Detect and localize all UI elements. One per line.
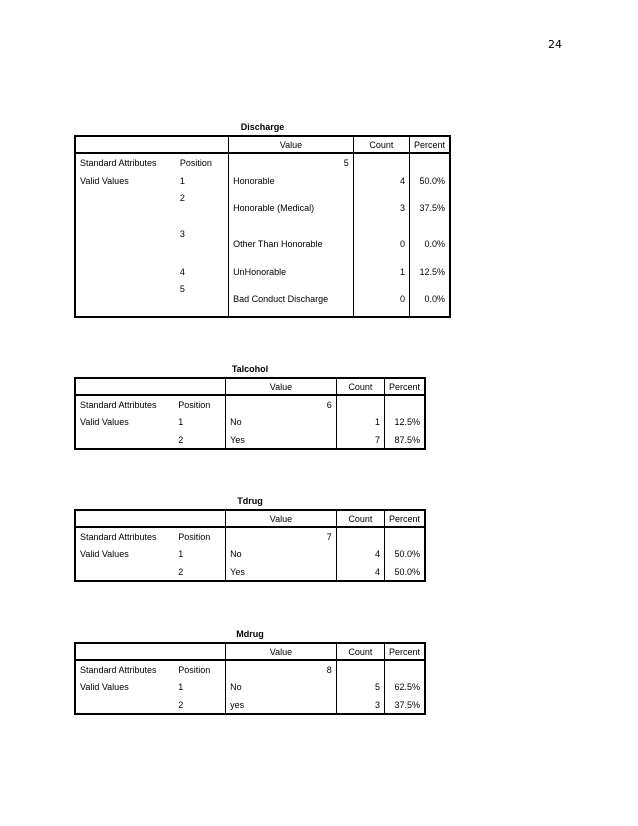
mdrug-table [74, 629, 426, 719]
row-label: Standard Attributes [75, 660, 174, 678]
row-value: Honorable (Medical) [229, 190, 354, 226]
row-value: Honorable [229, 171, 354, 190]
row-percent: 12.5% [409, 262, 450, 281]
row-count: 4 [336, 563, 384, 581]
talcohol-table [74, 364, 426, 454]
row-value: yes [226, 696, 337, 714]
row-value: Other Than Honorable [229, 226, 354, 262]
count-header: Count [336, 510, 384, 527]
row-count: 4 [353, 171, 409, 190]
table-row [75, 431, 425, 449]
row-sublabel: Position [178, 399, 211, 410]
row-label: Valid Values [75, 545, 174, 563]
table-row [75, 262, 450, 281]
row-sublabel: Position [178, 531, 211, 542]
row-label: Standard Attributes [75, 527, 174, 545]
row-code: 4 [179, 266, 185, 277]
row-count: 0 [353, 226, 409, 262]
table-title: Discharge [240, 122, 285, 132]
row-count: 1 [336, 413, 384, 431]
row-label: Standard Attributes [75, 153, 176, 171]
row-code: 3 [179, 229, 185, 239]
row-code: 1 [179, 175, 185, 186]
row-percent: 12.5% [384, 413, 425, 431]
percent-header: Percent [384, 378, 425, 395]
position-value: 8 [226, 660, 337, 678]
row-value: No [226, 413, 337, 431]
position-value: 7 [226, 527, 337, 545]
value-header: Value [229, 136, 354, 153]
table-row [75, 171, 450, 190]
table-row [75, 527, 425, 545]
row-code: 2 [174, 696, 225, 714]
table-row [75, 696, 425, 714]
table-title: Mdrug [236, 629, 264, 639]
row-count: 0 [353, 281, 409, 317]
row-percent: 62.5% [384, 678, 425, 696]
percent-header: Percent [384, 510, 425, 527]
table-row [75, 395, 425, 413]
row-count: 5 [336, 678, 384, 696]
row-value: No [226, 678, 337, 696]
table-row [75, 190, 450, 226]
position-value: 5 [229, 153, 354, 171]
table-row [75, 281, 450, 317]
row-percent: 50.0% [384, 545, 425, 563]
tdrug-table [74, 496, 426, 586]
row-code: 1 [178, 417, 184, 427]
row-code: 5 [176, 281, 229, 317]
row-code: 1 [178, 682, 184, 692]
table-row [75, 678, 425, 696]
row-code: 2 [179, 193, 185, 203]
row-label: Valid Values [75, 413, 174, 431]
row-value: Bad Conduct Discharge [229, 281, 354, 317]
value-header: Value [226, 643, 337, 660]
row-code: 2 [174, 431, 225, 449]
row-sublabel: Position [178, 664, 211, 675]
row-value: UnHonorable [229, 262, 354, 281]
table-row [75, 545, 425, 563]
count-header: Count [336, 643, 384, 660]
table-row [75, 226, 450, 262]
row-count: 4 [336, 545, 384, 563]
row-label: Valid Values [75, 171, 176, 190]
page-number: 24 [548, 38, 562, 51]
row-sublabel: Position [179, 157, 212, 168]
table-row [75, 153, 450, 171]
discharge-table [74, 122, 451, 317]
row-value: Yes [226, 563, 337, 581]
row-value: Yes [226, 431, 337, 449]
row-percent: 87.5% [384, 431, 425, 449]
row-percent: 37.5% [409, 190, 450, 226]
table-row [75, 563, 425, 581]
count-header: Count [353, 136, 409, 153]
table-title: Tdrug [237, 496, 263, 506]
value-header: Value [226, 378, 337, 395]
count-header: Count [336, 378, 384, 395]
row-count: 1 [353, 262, 409, 281]
value-header: Value [226, 510, 337, 527]
row-count: 3 [336, 696, 384, 714]
row-percent: 0.0% [409, 226, 450, 262]
row-percent: 37.5% [384, 696, 425, 714]
table-row [75, 660, 425, 678]
row-label: Standard Attributes [75, 395, 174, 413]
row-percent: 50.0% [409, 171, 450, 190]
table-title: Talcohol [231, 364, 269, 374]
position-value: 6 [226, 395, 337, 413]
row-count: 3 [353, 190, 409, 226]
row-count: 7 [336, 431, 384, 449]
row-label: Valid Values [75, 678, 174, 696]
row-value: No [226, 545, 337, 563]
row-code: 2 [174, 563, 225, 581]
row-percent: 50.0% [384, 563, 425, 581]
table-row [75, 413, 425, 431]
percent-header: Percent [409, 136, 450, 153]
row-code: 1 [178, 549, 184, 559]
percent-header: Percent [384, 643, 425, 660]
row-percent: 0.0% [409, 281, 450, 317]
